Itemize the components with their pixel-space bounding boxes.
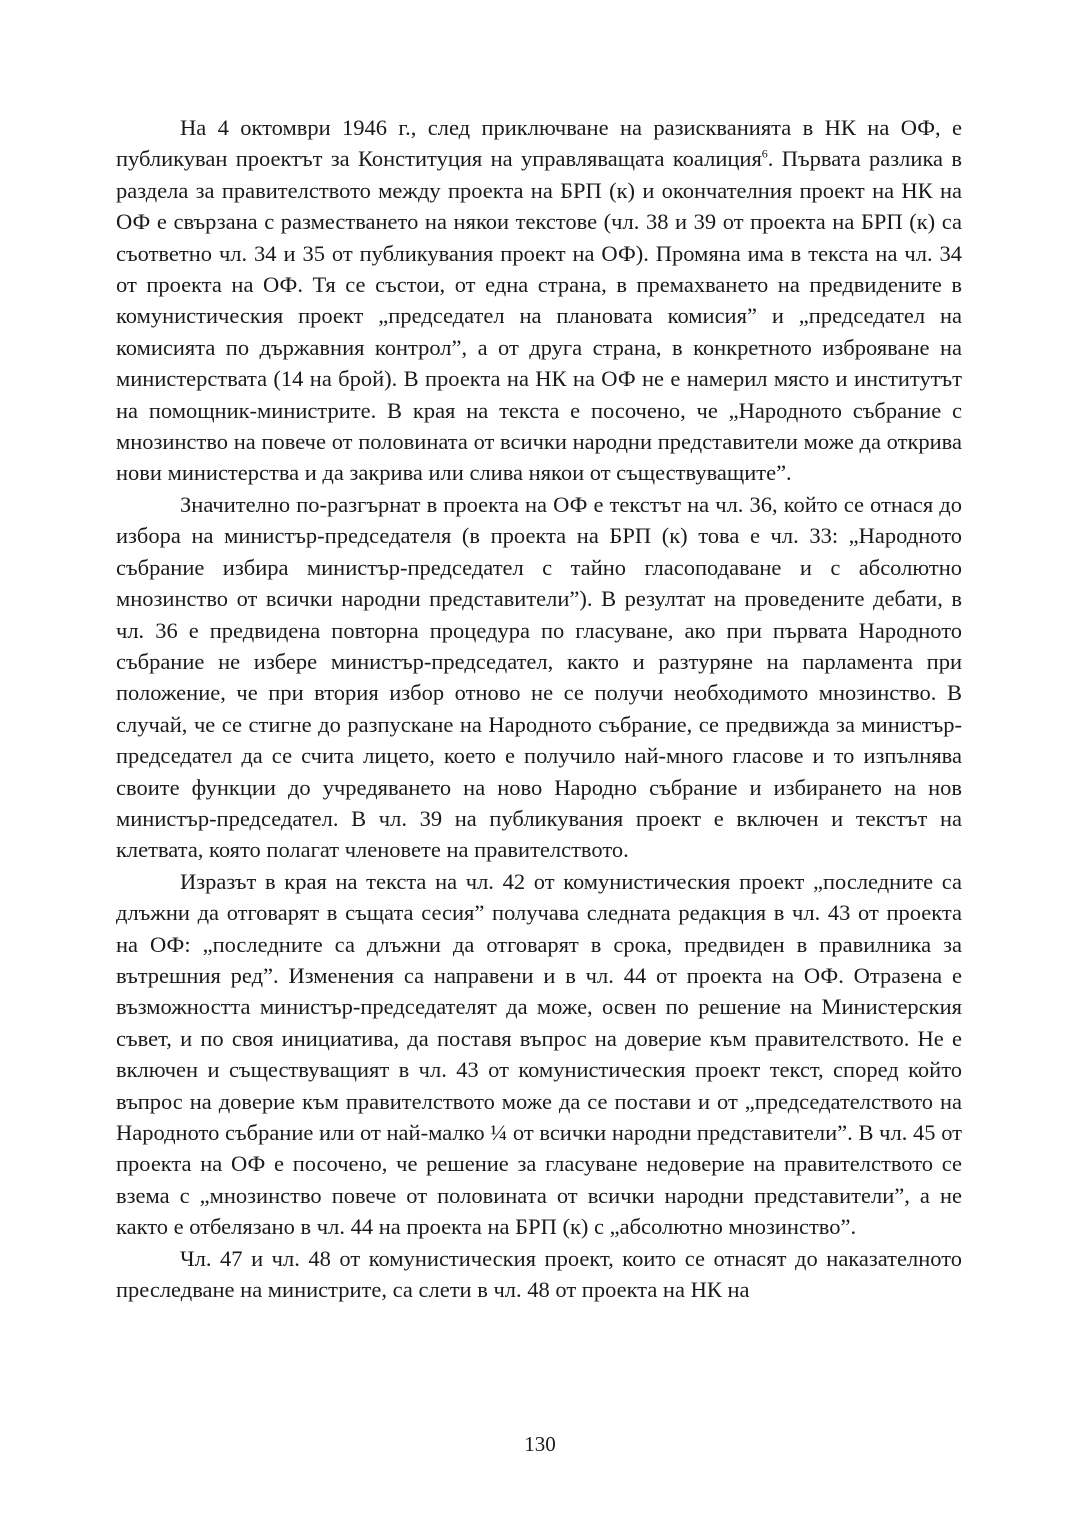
document-body [116, 112, 962, 1305]
paragraph-4: Чл. 47 и чл. 48 от комунистическия проект, които се отнасят до наказателното преследване на министрите, са слети в чл. 48 от проекта на НК на [116, 1245, 962, 1303]
paragraph-1-text-b: . Първата разлика в раздела за правителството между проекта на БРП (к) и окончателния проект на НК на ОФ е свързана с разместването на някои текстове (чл. 38 и 39 от проекта на БРП (к) са съответно чл. 34 и 35 от публикувания проект на ОФ). Промяна има в текста на чл. 34 от проекта на ОФ. Тя се състои, от една страна, в премахването на предвидените в комунистическия проект „председател на плановата комисия” и „председател на комисията по държавния контрол”, а от друга страна, в конкретното изброяване на министерствата (14 на брой). В проекта на НК на ОФ не е намерил място и институтът на помощник-министрите. В края на текста е посочено, че „Народното събрание с мнозинство на повече от половината от всички народни представители може да открива нови министерства и да закрива или слива някои от съществуващите”. [116, 146, 962, 486]
paragraph-1-text-a: На 4 октомври 1946 г., след приключване на разискванията в НК на ОФ, е публикуван проектът за Конституция на управляващата коалиция [116, 115, 962, 172]
page-number: 130 [524, 1432, 556, 1456]
paragraph-2: Значително по-разгърнат в проекта на ОФ е текстът на чл. 36, който се отнася до избора на министър-председателя (в проекта на БРП (к) това е чл. 33: „Народното събрание избира министър-председател с тайно гласоподаване и с абсолютно мнозинство от всички народни представители”). В резултат на проведените дебати, в чл. 36 е предвидена повторна процедура по гласуване, ако при първата Народното събрание не избере министър-председател, както и разтуряне на парламента при положение, че при втория избор отново не се получи необходимото мнозинство. В случай, че се стигне до разпускане на Народното събрание, се предвижда за министър-председател да се счита лицето, което е получило най-много гласове и то изпълнява своите функции до учредяването на ново Народно събрание и избирането на нов министър-председател. В чл. 39 на публикувания проект е включен и текстът на клетвата, която полагат членовете на правителството. [116, 491, 962, 863]
paragraph-3: Изразът в края на текста на чл. 42 от комунистическия проект „последните са длъжни да отговарят в същата сесия” получава следната редакция в чл. 43 от проекта на ОФ: „последните са длъжни да отговарят в срока, предвиден в правилника за вътрешния ред”. Изменения са направени и в чл. 44 от проекта на ОФ. Отразена е възможността министър-председателят да може, освен по решение на Министерския съвет, и по своя инициатива, да поставя въпрос на доверие към правителството. Не е включен и съществуващият в чл. 43 от комунистическия проект текст, според който въпрос на доверие към правителството може да се постави и от „председателството на Народното събрание или от най-малко ¼ от всички народни представители”. В чл. 45 от проекта на ОФ е посочено, че решение за гласуване недоверие на правителството се взема с „мнозинство повече от половината от всички народни представители”, а не както е отбелязано в чл. 44 на проекта на БРП (к) с „абсолютно мнозинство”. [116, 868, 962, 1240]
paragraph-1 [116, 112, 962, 489]
footnote-marker[interactable]: 6 [761, 146, 768, 161]
